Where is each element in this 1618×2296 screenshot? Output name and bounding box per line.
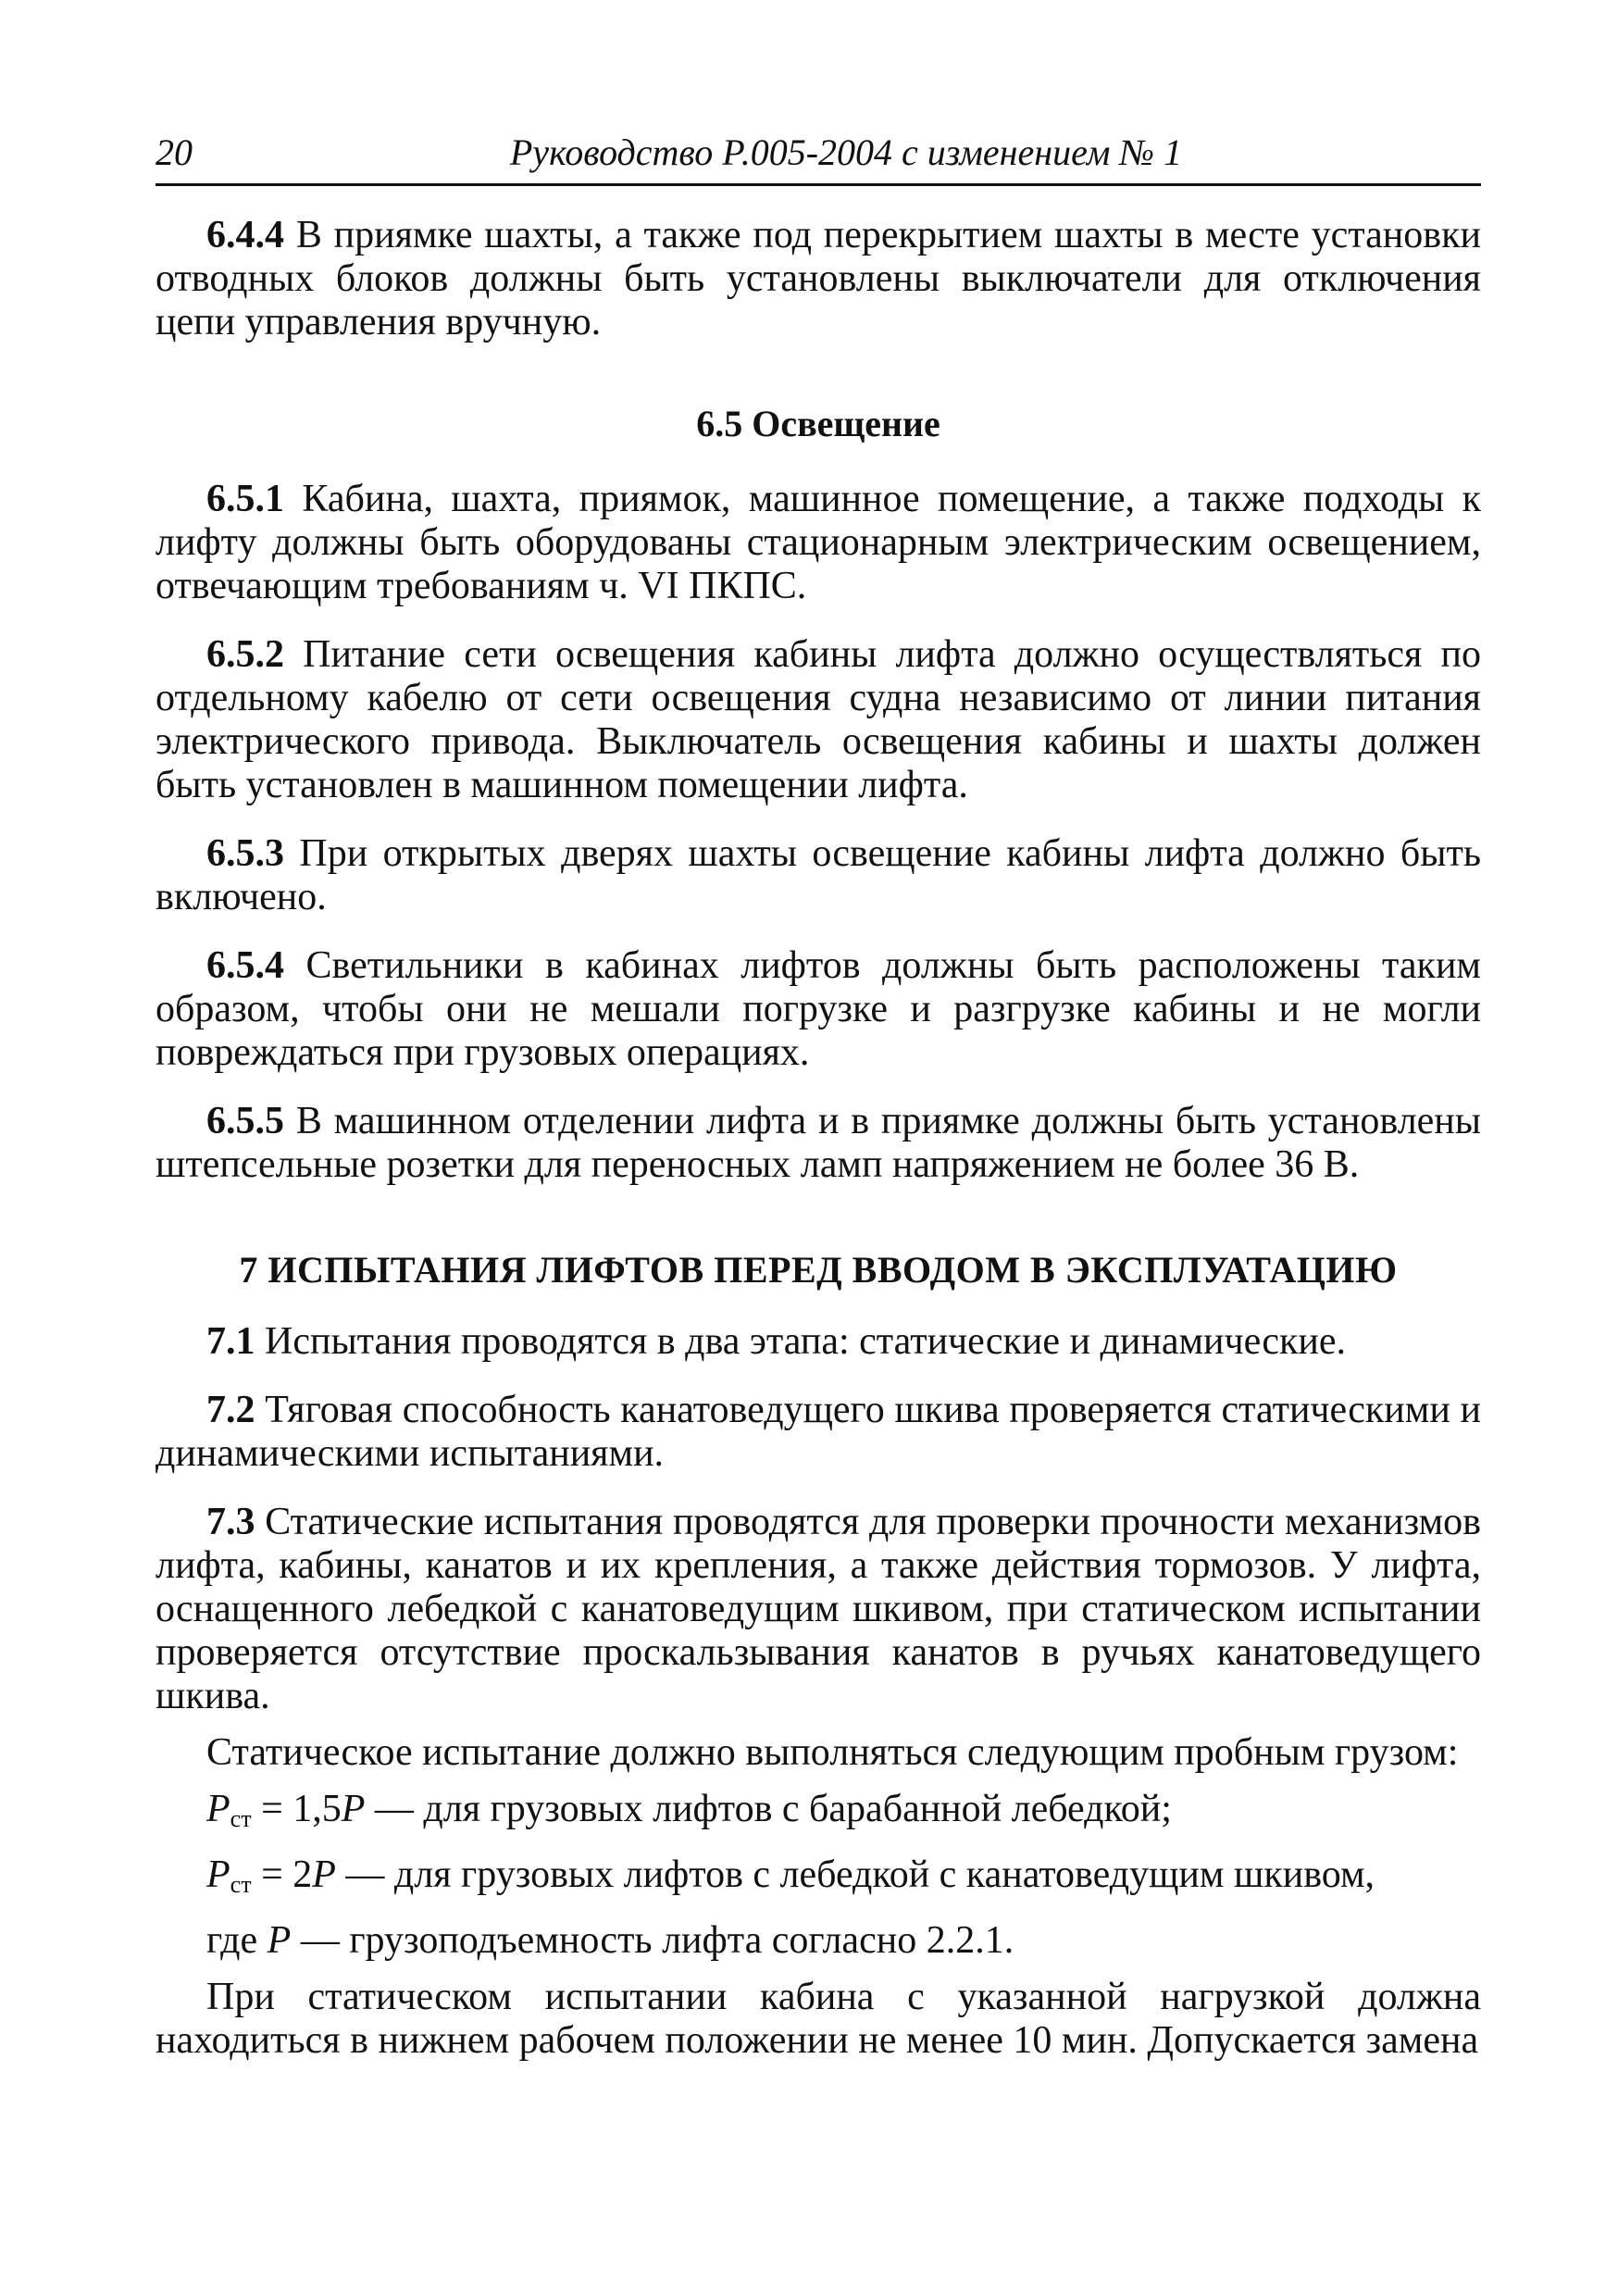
paragraph-text: При открытых дверях шахты освещение кабины лифта должно быть включено. [156,832,1481,918]
paragraph-text: Испытания проводятся в два этапа: статические и динамические. [265,1320,1347,1363]
paragraph-text: Кабина, шахта, приямок, машинное помещение, а также подходы к лифту должны быть оборудованы стационарным электрическим освещением, отвечающим требованиям ч. VI ПКПС. [156,478,1482,607]
paragraph-final: При статическом испытании кабина с указанной нагрузкой должна находиться в нижнем рабочем положении не менее 10 мин. Допускается замена [156,1976,1481,2062]
paragraph-6-5-5 [156,1100,1481,1187]
clause-number: 6.5.1 [206,478,284,520]
formula-traction-winch [156,1853,1481,1906]
formula-equals: = 1,5 [251,1788,342,1830]
paragraph-7-1 [156,1320,1481,1364]
paragraph-6-5-2 [156,633,1481,807]
page-number: 20 [156,131,193,173]
paragraph-text: Статические испытания проводятся для проверки прочности механизмов лифта, кабины, канатов и их крепления, а также действия тормозов. У лифта, оснащенного лебедкой с канатоведущим шкивом, при статическом испытании проверяется отсутствие проскальзывания канатов в ручьях канатоведущего шкива. [156,1501,1481,1717]
clause-number: 7.3 [206,1501,255,1543]
where-prefix: где [206,1919,268,1962]
section-heading-7: 7 ИСПЫТАНИЯ ЛИФТОВ ПЕРЕД ВВОДОМ В ЭКСПЛУАТАЦИЮ [239,1249,1398,1291]
page-content [156,186,1481,2063]
paragraph-text: В машинном отделении лифта и в приямке должны быть установлены штепсельные розетки для переносных ламп напряжением не более 36 В. [156,1100,1481,1186]
formula-variable: P [312,1853,336,1896]
paragraph-text: Питание сети освещения кабины лифта должно осуществляться по отдельному кабелю от сети освещения судна независимо от линии питания электрического привода. Выключатель освещения кабины и шахты должен быть установлен в машинном помещении лифта. [156,633,1481,806]
paragraph-text: Светильники в кабинах лифтов должны быть расположены таким образом, чтобы они не мешали погрузке и разгрузке кабины и не могли повреждаться при грузовых операциях. [156,944,1482,1074]
paragraph-6-5-1 [156,478,1481,608]
running-title: Руководство Р.005-2004 с изменением № 1 [509,131,1183,173]
formula-description: — для грузовых лифтов с барабанной лебедкой; [365,1788,1172,1830]
clause-number: 7.2 [206,1389,255,1431]
paragraph-7-2 [156,1389,1481,1476]
formula-description: — для грузовых лифтов с лебедкой с канатоведущим шкивом, [335,1853,1375,1896]
clause-number: 6.5.5 [206,1100,284,1142]
subsection-heading-6-5: 6.5 Освещение [696,403,940,444]
paragraph-text: Тяговая способность канатоведущего шкива проверяется статическими и динамическими испытаниями. [156,1389,1481,1475]
paragraph-6-4-4 [156,214,1481,344]
formula-symbol: P [206,1853,230,1896]
document-page [156,130,1481,2063]
formula-description: — грузоподъемность лифта согласно 2.2.1. [291,1919,1014,1962]
clause-number: 6.5.2 [206,633,284,676]
paragraph-7-3 [156,1501,1481,1718]
formula-where-clause [156,1919,1481,1963]
formula-variable: P [341,1788,366,1830]
formula-equals: = 2 [251,1853,313,1896]
paragraph-static-load: Статическое испытание должно выполняться следующим пробным грузом: [206,1731,1459,1774]
clause-number: 6.4.4 [206,214,284,256]
paragraph-6-5-4 [156,944,1481,1075]
paragraph-text: В приямке шахты, а также под перекрытием шахты в месте установки отводных блоков должны быть установлены выключатели для отключения цепи управления вручную. [156,214,1482,343]
clause-number: 7.1 [206,1320,255,1363]
clause-number: 6.5.4 [206,944,284,987]
running-header [156,130,1481,186]
clause-number: 6.5.3 [206,832,284,875]
formula-subscript: ст [230,1871,252,1898]
formula-drum-winch [156,1788,1481,1841]
formula-variable: P [267,1919,292,1962]
paragraph-6-5-3 [156,832,1481,919]
formula-subscript: ст [230,1805,252,1832]
formula-symbol: P [206,1788,230,1830]
